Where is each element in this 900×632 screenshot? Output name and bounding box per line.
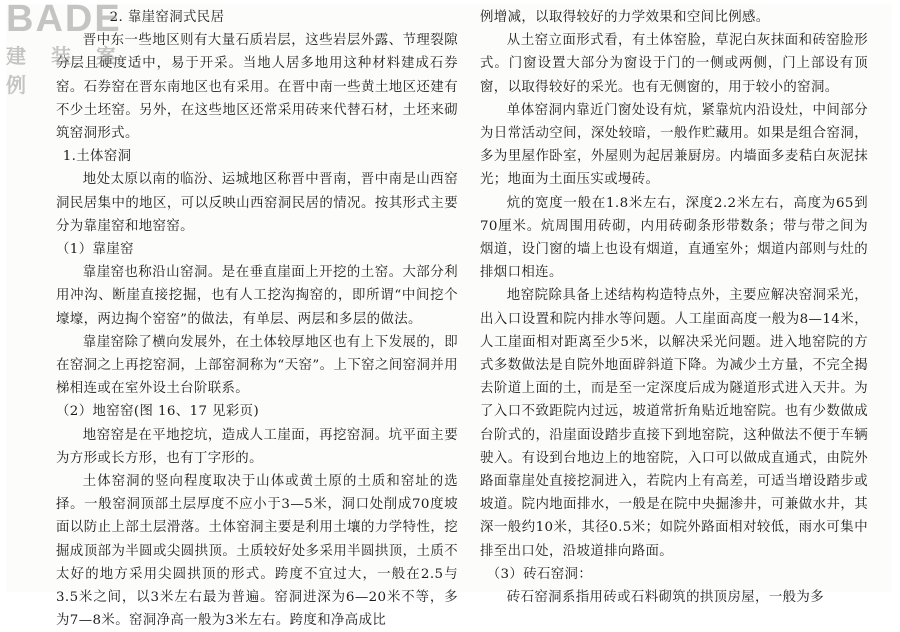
paragraph: 靠崖窑除了横向发展外，在土体较厚地区也有上下发展的，即在窑洞之上再挖窑洞，上部窑洞称为“天窑”。上下窑之间窑洞并用梯相连或在室外设土台阶联系。 [56,334,458,397]
paragraph: 砖石窑洞系指用砖或石料砌筑的拱顶房屋，一般为多 [506,590,824,606]
heading-pit-cave: （2）地窑窑(图 16、17 见彩页) [56,404,260,420]
section-title: 2. 靠崖窑洞式民居 [109,10,225,25]
paragraph-continuation: 例增减，以取得较好的力学效果和空间比例感。 [480,10,770,25]
paragraph: 土体窑洞的竖向程度取决于山体或黄土原的土质和窑址的选择。一般窑洞顶部土层厚度不应小于3—5米，洞口处削成70度坡面以防止上部土层滑落。土体窑洞主要是利用土壤的力学特性，挖掘成顶部为半圆或尖圆拱顶。土质较好处多采用半圆拱顶，土质不太好的地方采用尖圆拱顶的形式。跨度不宜过大，一般在2.5与3.5米之间，以3米左右最为普遍。窑洞进深为6—20米不等，多为7—8米。窑洞净高一般为3米左右。跨度和净高成比 [56,474,458,629]
document-page [6,4,892,629]
paragraph: 靠崖窑也称沿山窑洞。是在垂直崖面上开挖的土窑。大部分利用冲沟、断崖直接挖掘，也有人工挖沟掏窑的，即所谓“中间挖个壕壕，两边掏个窑窑”的做法，有单层、两层和多层的做法。 [56,265,458,327]
watermark-brand: BADE [6,0,122,40]
heading-brick-stone-cave: （3）砖石窑洞： [486,566,593,582]
paragraph: 从土窑立面形式看，有土体窑脸，草泥白灰抹面和砖窑脸形式。门窗设置大部分为窗设于门的一侧或两侧，门上部设有顶窗，以取得较好的采光。也有无侧窗的，用于较小的窑洞。 [480,33,868,95]
right-column [480,6,868,609]
paragraph: 晋中东一些地区则有大量石质岩层，这些岩层外露、节理裂隙分层且硬度适中，易于开采。当地人居多地用这种材料建成石券窑。石券窑在晋东南地区也有采用。在晋中南一些黄土地区还建有不少土坯窑。另外，在这些地区还常采用砖来代替石材，土坯来砌筑窑洞形式。 [56,33,458,142]
watermark-tagline: 建 装 案 例 [6,44,125,97]
paragraph: 地窑院除具备上述结构构造特点外，主要应解决窑洞采光，出入口设置和院内排水等问题。人工崖面高度一般为8—14米，人工崖面相对距离至少5米，以解决采光问题。进入地窑院的方式多数做法是自院外地面辟斜道下降。为减少土方量，不完全揭去阶道上面的土，而是至一定深度后成为隧道形式进入天井。为了入口不致距院内过远，坡道常折角贴近地窑院。也有少数做成台阶式的，沿崖面设踏步直接下到地窑院，这种做法不便于车辆驶入。有设到台地边上的地窑院，入口可以做成直通式，由院外路面靠崖处直接挖洞进入，若院内上有高差，可适当增设踏步或坡道。院内地面排水，一般是在院中央掘渗井，可兼做水井，其深一般约10米，其径0.5米；如院外路面相对较低，雨水可集中排至出口处，沿坡道排向路面。 [480,288,868,559]
left-column [56,6,458,632]
paragraph: 炕的宽度一般在1.8米左右，深度2.2米左右，高度为65到70厘米。炕周围用砖砌，内用砖砌条形带数条；带与带之间为烟道，设门窗的墙上也设有烟道，直通室外；烟道内部则与灶的排烟口相连。 [480,195,868,281]
heading-earth-cave: 1.土体窑洞 [62,149,132,165]
paragraph: 地窑窑是在平地挖坑，造成人工崖面，再挖窑洞。坑平面主要为方形或长方形，也有丁字形的。 [56,427,458,466]
paragraph: 单体窑洞内靠近门窗处设有炕，紧靠炕内沿设灶，中间部分为日常活动空间，深处较暗，一般作贮藏用。如果是组合窑洞，多为里屋作卧室，外屋则为起居兼厨房。内墙面多麦秸白灰泥抹光；地面为土面压实或墁砖。 [480,102,868,188]
heading-cliff-cave: （1）靠崖窑 [56,242,134,258]
paragraph: 地处太原以南的临汾、运城地区称晋中晋南，晋中南是山西窑洞民居集中的地区，可以反映山西窑洞民居的情况。按其形式主要分为靠崖窑和地窑窑。 [56,172,458,234]
